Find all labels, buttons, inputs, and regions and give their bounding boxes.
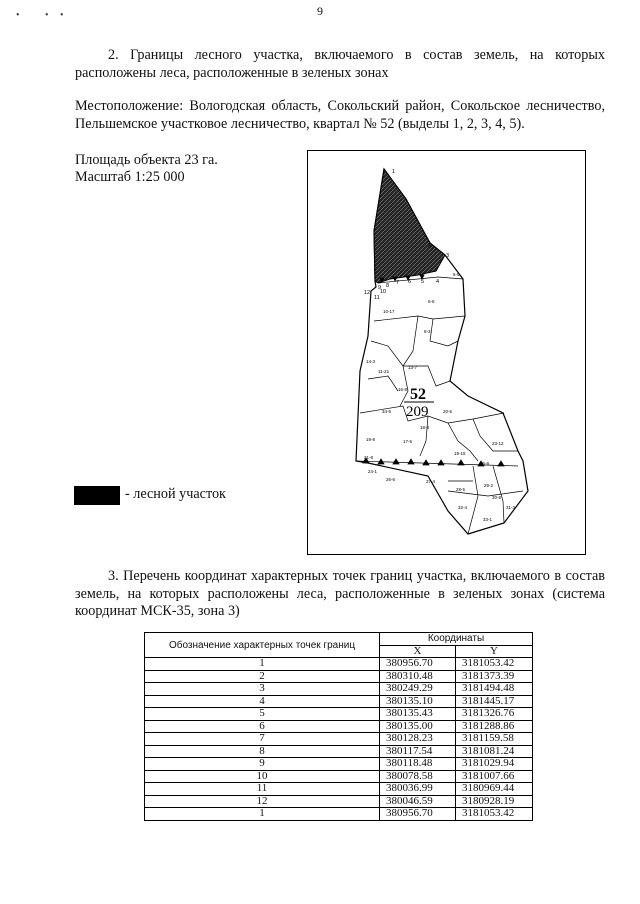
table-row: [145, 708, 533, 721]
section-3-heading: 3. Перечень координат характерных точек границ участка, включаемого в состав земель, на которых расположены леса, расположенные в зеленых зонах (система координат МСК-35, зона 3): [75, 568, 605, 619]
stand-label: 24-1: [368, 469, 378, 474]
point-label: 1: [392, 169, 396, 175]
scan-mark: •: [45, 10, 49, 21]
stand-label: 32-4: [458, 505, 468, 510]
point-cell: 6: [145, 720, 380, 733]
y-cell: 3181081.24: [456, 745, 533, 758]
quarter-area: 209: [406, 404, 429, 420]
point-label: 11: [374, 295, 380, 301]
stand-label: 27-4: [426, 479, 436, 484]
legend-label: - лесной участок: [125, 486, 226, 502]
y-cell: 3181494.48: [456, 683, 533, 696]
table-row: [145, 770, 533, 783]
point-cell: 3: [145, 683, 380, 696]
table-row: [145, 758, 533, 771]
stand-label: 23-12: [492, 441, 504, 446]
point-cell: 4: [145, 695, 380, 708]
location-text: Местоположение: Вологодская область, Сокольский район, Сокольское лесничество, Пельшемское участковое лесничество, квартал № 52 (выделы 1, 2, 3, 4, 5).: [75, 98, 605, 132]
table-row: [145, 795, 533, 808]
stand-label: 28-5: [456, 487, 466, 492]
y-cell: 3180969.44: [456, 783, 533, 796]
y-cell: 3181007.66: [456, 770, 533, 783]
stand-label: 19-8: [366, 437, 376, 442]
x-cell: 380135.43: [380, 708, 456, 721]
scan-mark: •: [60, 10, 64, 21]
stand-label: 25-9: [480, 461, 490, 466]
table-header-y: Y: [456, 645, 533, 658]
stand-label: 6-6: [428, 299, 435, 304]
table-row: [145, 720, 533, 733]
point-cell: 5: [145, 708, 380, 721]
table-body: [145, 658, 533, 821]
x-cell: 380128.23: [380, 733, 456, 746]
forest-plot-map: [307, 150, 586, 555]
map-drawing: [308, 151, 585, 554]
table-header-x: X: [380, 645, 456, 658]
scan-mark: •: [16, 10, 20, 21]
stand-label: 16-8: [398, 387, 408, 392]
point-cell: 10: [145, 770, 380, 783]
table-row: [145, 695, 533, 708]
point-label: 5: [421, 279, 425, 285]
stand-label: 31-3: [506, 505, 516, 510]
point-label: 6: [408, 279, 412, 285]
y-cell: 3181159.58: [456, 733, 533, 746]
x-cell: 380135.00: [380, 720, 456, 733]
stand-label: 26-6: [386, 477, 396, 482]
y-cell: 3181445.17: [456, 695, 533, 708]
table-row: [145, 683, 533, 696]
point-cell: 9: [145, 758, 380, 771]
x-cell: 380117.54: [380, 745, 456, 758]
quarter-number: 52: [410, 386, 426, 403]
table-row: [145, 783, 533, 796]
point-cell: 8: [145, 745, 380, 758]
stand-label: 30-8: [492, 495, 502, 500]
stand-label: 19-15: [454, 451, 466, 456]
table-header-coordinates: Координаты: [380, 633, 533, 646]
x-cell: 380036.99: [380, 783, 456, 796]
stand-label: 34-5: [382, 409, 392, 414]
x-cell: 380135.10: [380, 695, 456, 708]
point-cell: 11: [145, 783, 380, 796]
x-cell: 380078.58: [380, 770, 456, 783]
point-label: 12: [364, 290, 371, 296]
legend-swatch: [74, 486, 120, 505]
stand-label: 20-5: [443, 409, 453, 414]
y-cell: 3180928.19: [456, 795, 533, 808]
stand-label: 8-3: [424, 329, 431, 334]
stand-label: 17-5: [403, 439, 413, 444]
stand-label: 33-1: [483, 517, 493, 522]
point-cell: 2: [145, 670, 380, 683]
y-cell: 3181053.42: [456, 808, 533, 821]
forest-plot-area: [374, 169, 445, 283]
coordinates-table: [144, 632, 533, 821]
point-label: 2: [428, 243, 432, 249]
stand-label: 10-17: [383, 309, 395, 314]
y-cell: 3181053.42: [456, 658, 533, 671]
y-cell: 3181288.86: [456, 720, 533, 733]
scale-text: Масштаб 1:25 000: [75, 169, 185, 185]
point-label: 10: [380, 289, 387, 295]
stand-label: 21-8: [364, 455, 374, 460]
point-label: 9: [378, 285, 382, 291]
stand-label: 11-21: [378, 369, 390, 374]
y-cell: 3181029.94: [456, 758, 533, 771]
table-row: [145, 658, 533, 671]
point-label: 7: [396, 280, 400, 286]
stand-label: 13-7: [408, 365, 418, 370]
table-row: [145, 670, 533, 683]
table-row: [145, 745, 533, 758]
point-label: 3: [446, 253, 450, 259]
y-cell: 3181373.39: [456, 670, 533, 683]
point-cell: 7: [145, 733, 380, 746]
x-cell: 380956.70: [380, 658, 456, 671]
x-cell: 380310.48: [380, 670, 456, 683]
point-cell: 12: [145, 795, 380, 808]
x-cell: 380046.59: [380, 795, 456, 808]
table-row: [145, 808, 533, 821]
x-cell: 380956.70: [380, 808, 456, 821]
x-cell: 380249.29: [380, 683, 456, 696]
point-cell: 1: [145, 808, 380, 821]
stand-label: 29-2: [484, 483, 494, 488]
point-label: 8: [386, 283, 390, 289]
page-number: 9: [317, 4, 323, 18]
area-text: Площадь объекта 23 га.: [75, 152, 218, 168]
point-cell: 1: [145, 658, 380, 671]
table-header-point: Обозначение характерных точек границ: [145, 633, 380, 658]
stand-label: 14-3: [366, 359, 376, 364]
stand-label: 5-5: [453, 272, 460, 277]
stand-label: 18-3: [420, 425, 430, 430]
table-row: [145, 733, 533, 746]
x-cell: 380118.48: [380, 758, 456, 771]
section-2-heading: 2. Границы лесного участка, включаемого в состав земель, на которых расположены леса, расположенные в зеленых зонах: [75, 47, 605, 81]
point-label: 4: [436, 279, 440, 285]
y-cell: 3181326.76: [456, 708, 533, 721]
